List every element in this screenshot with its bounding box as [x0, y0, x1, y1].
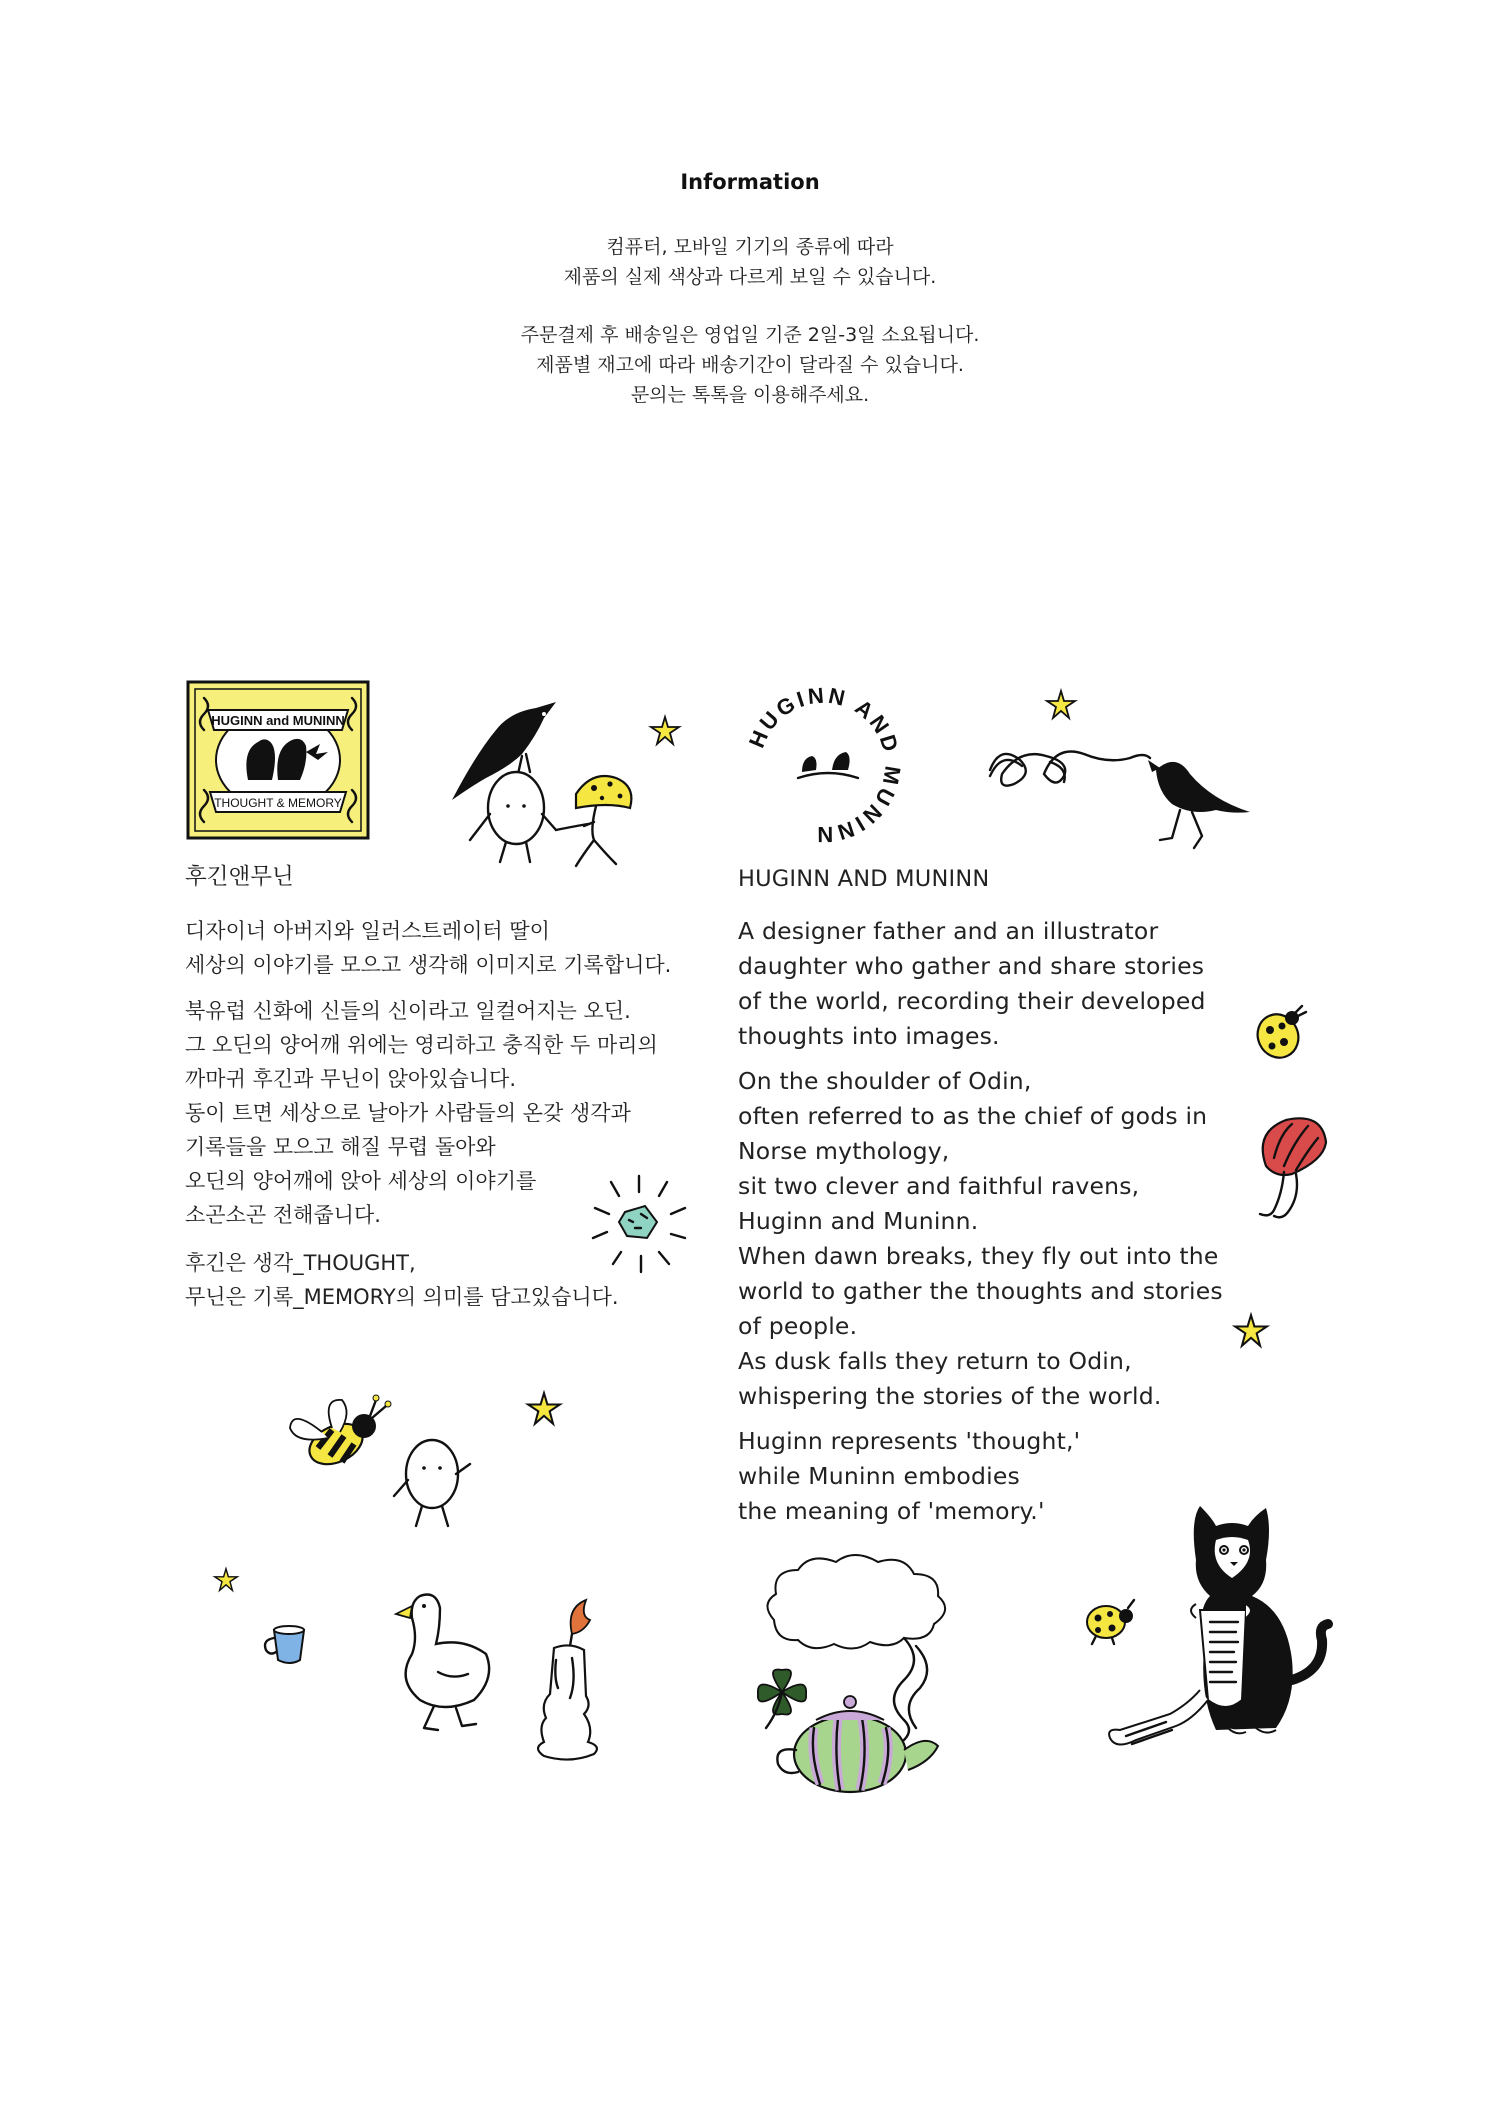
text-line: 기록들을 모으고 해질 무렵 돌아와 [185, 1135, 496, 1159]
english-heading: HUGINN AND MUNINN [738, 866, 990, 892]
bee-icon [282, 1388, 402, 1488]
badge-line1: HUGINN and MUNINN [211, 713, 345, 728]
raven-on-egg [426, 690, 636, 870]
text-line: 오딘의 양어깨에 앉아 세상의 이야기를 [185, 1169, 537, 1193]
star-icon [1046, 690, 1076, 720]
duck-icon [390, 1588, 500, 1738]
text-line: On the shoulder of Odin, [738, 1067, 1032, 1095]
text-line: daughter who gather and share stories [738, 952, 1205, 980]
text-line: Huginn and Muninn. [738, 1207, 979, 1235]
egg-character [388, 1430, 478, 1530]
text-line: As dusk falls they return to Odin, [738, 1347, 1132, 1375]
svg-text:HUGINN AND MUNINN [744, 682, 906, 847]
clover-icon [752, 1662, 814, 1732]
info-notice-shipping [0, 320, 1500, 410]
round-logo-text: HUGINN AND MUNINN [743, 682, 906, 848]
star-icon [214, 1568, 238, 1592]
info-line: 컴퓨터, 모바일 기기의 종류에 따라 [606, 236, 894, 258]
text-line: Huginn represents 'thought,' [738, 1427, 1081, 1455]
round-logo [738, 680, 908, 850]
korean-heading: 후긴앤무닌 [185, 864, 294, 890]
text-line: 동이 트면 세상으로 날아가 사람들의 온갖 생각과 [185, 1101, 631, 1125]
badge-logo [186, 680, 370, 840]
star-icon [650, 716, 680, 746]
info-line: 주문결제 후 배송일은 영업일 기준 2일-3일 소요됩니다. [520, 324, 980, 346]
info-title: Information [680, 170, 820, 194]
korean-paragraph-1 [185, 914, 745, 982]
text-line: 세상의 이야기를 모으고 생각해 이미지로 기록합니다. [185, 953, 672, 977]
text-line: A designer father and an illustrator [738, 917, 1159, 945]
text-line: of people. [738, 1312, 858, 1340]
raven-with-ribbon [980, 730, 1270, 880]
star-icon [527, 1392, 561, 1426]
text-line: 그 오딘의 양어깨 위에는 영리하고 충직한 두 마리의 [185, 1033, 658, 1057]
text-line: of the world, recording their developed [738, 987, 1206, 1015]
text-line: whispering the stories of the world. [738, 1382, 1162, 1410]
english-paragraph-2 [738, 1064, 1298, 1414]
text-line: sit two clever and faithful ravens, [738, 1172, 1140, 1200]
info-notice-color [0, 232, 1500, 292]
text-line: often referred to as the chief of gods in [738, 1102, 1208, 1130]
info-line: 문의는 톡톡을 이용해주세요. [630, 384, 870, 406]
info-line: 제품의 실제 색상과 다르게 보일 수 있습니다. [563, 266, 937, 288]
text-line: 북유럽 신화에 신들의 신이라고 일컬어지는 오딘. [185, 999, 631, 1023]
text-line: When dawn breaks, they fly out into the [738, 1242, 1219, 1270]
text-line: thoughts into images. [738, 1022, 1000, 1050]
red-mushroom-icon [1252, 1114, 1332, 1224]
text-line: the meaning of 'memory.' [738, 1497, 1045, 1525]
text-line: Norse mythology, [738, 1137, 950, 1165]
candle-icon [510, 1598, 620, 1768]
text-line: 소곤소곤 전해줍니다. [185, 1203, 381, 1227]
english-paragraph-1 [738, 914, 1298, 1054]
text-line: world to gather the thoughts and stories [738, 1277, 1223, 1305]
info-line: 제품별 재고에 따라 배송기간이 달라질 수 있습니다. [536, 354, 964, 376]
cat-reading-scroll-icon [1096, 1500, 1336, 1760]
text-line: 무닌은 기록_MEMORY의 의미를 담고있습니다. [185, 1285, 619, 1309]
text-line: 후긴은 생각_THOUGHT, [185, 1251, 416, 1275]
text-line: 까마귀 후긴과 무닌이 앉아있습니다. [185, 1067, 516, 1091]
crystal-icon [585, 1168, 695, 1278]
ladybug-icon [1248, 1004, 1308, 1064]
star-icon [1234, 1314, 1268, 1348]
text-line: while Muninn embodies [738, 1462, 1020, 1490]
text-line: 디자이너 아버지와 일러스트레이터 딸이 [185, 919, 550, 943]
cup-icon [260, 1620, 320, 1670]
badge-line2: THOUGHT & MEMORY [214, 796, 342, 810]
